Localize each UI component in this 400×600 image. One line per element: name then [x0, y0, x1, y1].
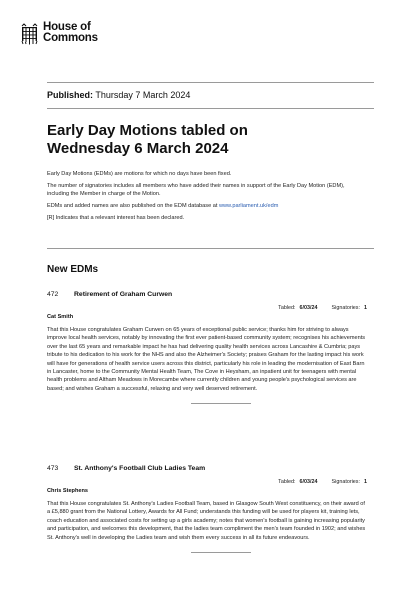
house-of-commons-logo [20, 22, 98, 45]
intro-paragraph-4: [R] Indicates that a relevant interest has been declared. [47, 215, 185, 221]
section-title: New EDMs [47, 264, 99, 275]
page-title-line-2: Wednesday 6 March 2024 [47, 140, 229, 157]
logo-line-1: House of [43, 21, 91, 33]
edm-title: Retirement of Graham Curwen [74, 291, 173, 298]
tabled-label: Tabled: [278, 479, 296, 485]
edm-meta [47, 305, 367, 313]
edm-entry [47, 465, 367, 553]
logo-wordmark [43, 22, 98, 44]
intro-paragraph-2: The number of signatories includes all members who have added their names in support of the Early Day Motion (EDM), including the Member in charge of the Motion. [47, 183, 345, 197]
tabled-date: 6/03/24 [299, 305, 318, 311]
tabled-label: Tabled: [278, 305, 296, 311]
edm-divider [191, 403, 251, 404]
portcullis-icon [20, 23, 39, 45]
edm-number: 473 [47, 465, 59, 472]
edm-meta [47, 479, 367, 487]
edm-header [47, 465, 367, 475]
signatories-count: 1 [364, 479, 367, 485]
edm-member: Chris Stephens [47, 488, 89, 494]
signatories-count: 1 [364, 305, 367, 311]
intro-paragraph-3-text: EDMs and added names are also published on the EDM database at [47, 203, 219, 209]
edm-title: St. Anthony's Football Club Ladies Team [74, 465, 206, 472]
edm-entry [47, 291, 367, 404]
published-label: Published: [47, 90, 94, 100]
published-line [47, 90, 190, 100]
page-title [47, 122, 367, 158]
tabled-date: 6/03/24 [299, 479, 318, 485]
edm-member: Cat Smith [47, 314, 74, 320]
signatories-label: Signatories: [331, 305, 360, 311]
intro-paragraph-1: Early Day Motions (EDMs) are motions for which no days have been fixed. [47, 171, 232, 177]
published-date: Thursday 7 March 2024 [95, 90, 191, 100]
edm-divider [191, 552, 251, 553]
edm-database-link[interactable]: www.parliament.uk/edm [218, 203, 279, 209]
intro-paragraph-3 [47, 202, 367, 210]
intro-notes [47, 170, 367, 226]
top-divider [47, 82, 374, 83]
page-title-line-1: Early Day Motions tabled on [47, 122, 248, 139]
edm-number: 472 [47, 291, 59, 298]
edm-text: That this House congratulates St. Anthony's Ladies Football Team, based in Glasgow South West constituency, on their award of a £5,880 grant from the National Lottery, Awards for All Fund; understands this funding will be used for players kit, training lets, coach education and associated costs for setting up a girls academy; notes that women's football is gaining increasing popularity and participation, and welcomes this development, that the ladies team compliment the men's team founded in 1902; and wishes St. Anthony's well in developing the Ladies team and wish them every success in all its future endeavours. [47, 501, 366, 541]
edm-text: That this House congratulates Graham Curwen on 65 years of exceptional public service; thanks him for striving to always improve local health services, notably by innovating the first ever patient-based community system; recognises his achievements over the last 65 years and remarkable impact he has had delivering quality health services across Lancashire & Cumbria; pays tribute to his dedication to his work for the NHS and also the Alzheimer's Society; praises Graham for the lasting impact his work will have for generations of health service users across this district, particularly his role in leading the modernisation of East Barn in Lancaster, home to the Community Mental Health Team, The Cove in Heysham, an inpatient unit for teenagers with mental health problems and Altham Meadows in Morecambe where currently children and young people's psychological services are based; and wishes Graham a successful, relaxing and very well deserved retirement. [47, 327, 366, 392]
edm-header [47, 291, 367, 301]
published-divider [47, 108, 374, 109]
signatories-label: Signatories: [331, 479, 360, 485]
intro-divider [47, 248, 374, 249]
logo-line-2: Commons [43, 32, 98, 44]
